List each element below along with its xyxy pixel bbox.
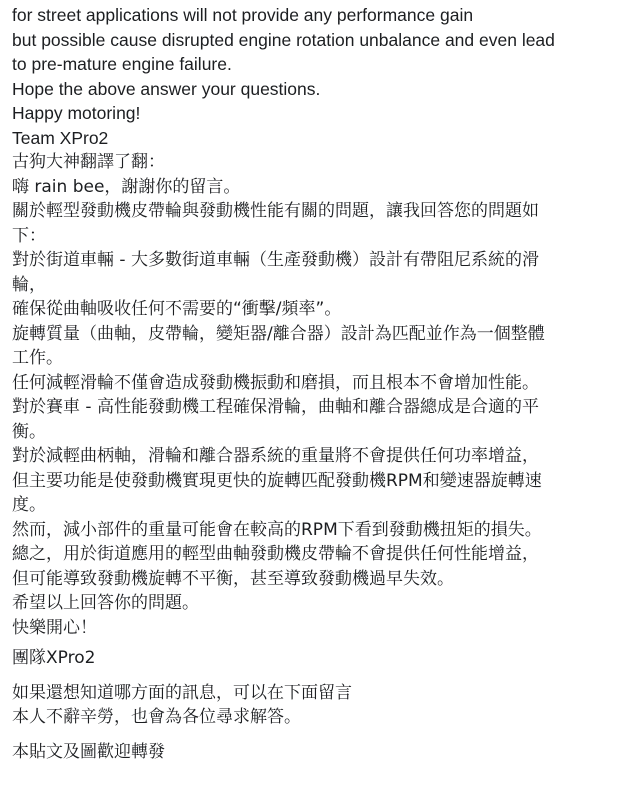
text-line: 但可能導致發動機旋轉不平衡，甚至導致發動機過早失效。 [12, 568, 454, 589]
text-line: for street applications will not provide any performance gain [12, 5, 474, 25]
text-line: 但主要功能是使發動機實現更快的旋轉匹配發動機RPM和變速器旋轉速 [12, 470, 542, 491]
text-line: 旋轉質量（曲軸，皮帶輪，變矩器/離合器）設計為匹配並作為一個整體 [12, 323, 545, 344]
text-line: 本人不辭辛勞，也會為各位尋求解答。 [12, 707, 301, 727]
text-line: 確保從曲軸吸收任何不需要的“衝擊/頻率”。 [12, 299, 342, 319]
text-line: but possible cause disrupted engine rotation unbalance and even lead [12, 29, 555, 50]
text-line: 下： [12, 225, 46, 246]
text-line: 希望以上回答你的問題。 [12, 593, 199, 613]
text-line: 古狗大神翻譯了翻： [12, 152, 165, 172]
text-line: 輪， [12, 274, 46, 295]
text-line: 任何減輕滑輪不僅會造成發動機振動和磨損，而且根本不會增加性能。 [12, 372, 539, 393]
text-line: Hope the above answer your questions. [12, 78, 321, 99]
text-line: 如果還想知道哪方面的訊息，可以在下面留言 [12, 682, 352, 703]
team-signature: 團隊XPro2 [12, 648, 96, 668]
text-line: Happy motoring! [12, 103, 141, 123]
text-line: 總之，用於街道應用的輕型曲軸發動機皮帶輪不會提供任何性能增益， [12, 544, 539, 564]
text-line: 對於減輕曲柄軸，滑輪和離合器系統的重量將不會提供任何功率增益， [12, 446, 539, 466]
closing-note [12, 681, 616, 730]
post-body [12, 3, 616, 764]
text-line: 然而，減小部件的重量可能會在較高的RPM下看到發動機扭矩的損失。 [12, 519, 542, 540]
english-reply [12, 3, 616, 150]
text-line: 快樂開心！ [12, 617, 97, 638]
text-line: 衡。 [12, 421, 46, 442]
repost-note: 本貼文及圖歡迎轉發 [12, 741, 165, 762]
text-line: 度。 [12, 495, 46, 515]
text-line: to pre-mature engine failure. [12, 54, 232, 74]
text-line: 對於街道車輛 - 大多數街道車輛（生產發動機）設計有帶阻尼系統的滑 [12, 250, 539, 270]
text-line: 關於輕型發動機皮帶輪與發動機性能有關的問題，讓我回答您的問題如 [12, 201, 539, 221]
signature-line: Team XPro2 [12, 127, 109, 148]
text-line: 對於賽車 - 高性能發動機工程確保滑輪，曲軸和離合器總成是合適的平 [12, 397, 539, 417]
chinese-translation [12, 150, 616, 640]
text-line: 嗨 rain bee，謝謝你的留言。 [12, 176, 241, 197]
text-line: 工作。 [12, 348, 63, 368]
